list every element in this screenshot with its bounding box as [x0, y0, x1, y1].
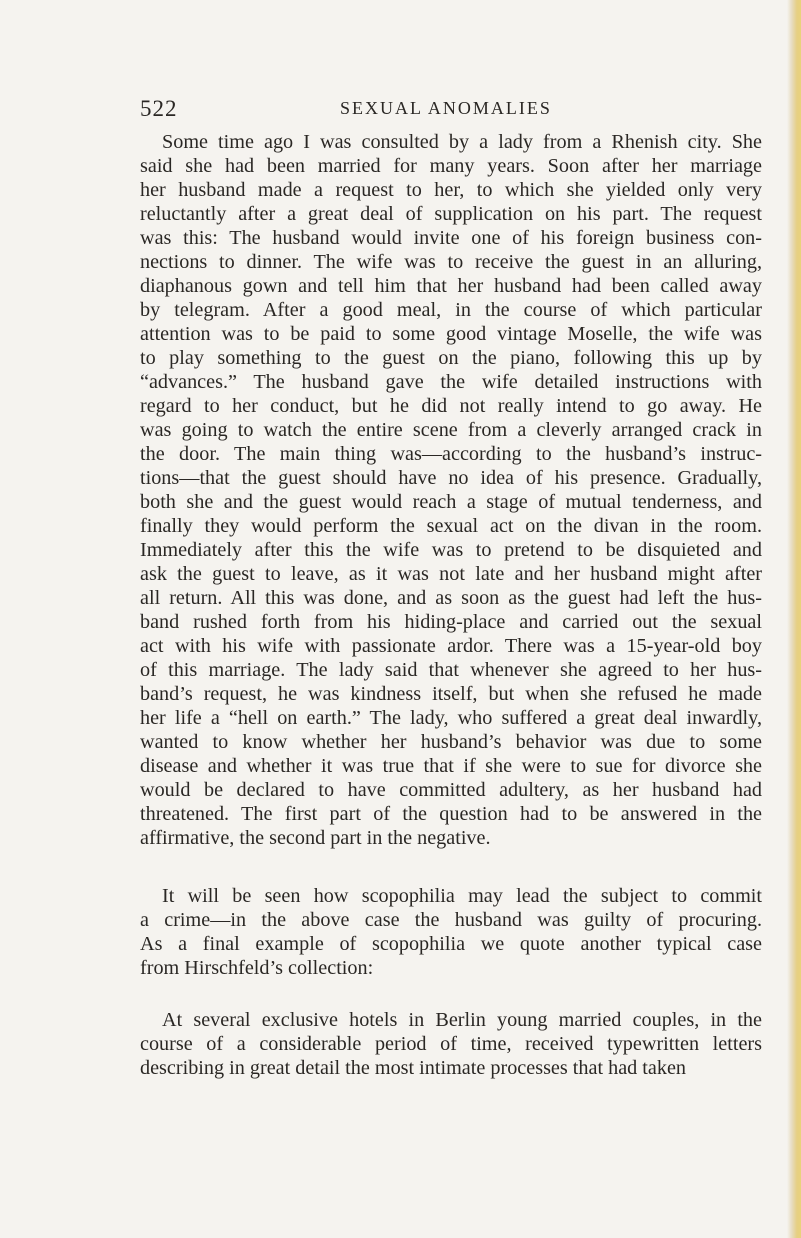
- text-line: act with his wife with passionate ardor. There was a 15-year-old boy: [140, 635, 762, 657]
- text-line: “advances.” The husband gave the wife detailed instructions with: [140, 371, 762, 393]
- text-line: band rushed forth from his hiding-place and carried out the sexual: [140, 611, 762, 633]
- text-line: wanted to know whether her husband’s behavior was due to some: [140, 731, 762, 753]
- paragraph-case-rhenish-lady: [140, 130, 762, 850]
- page-header: [140, 96, 760, 126]
- text-line: Immediately after this the wife was to pretend to be disquieted and: [140, 539, 762, 561]
- text-line: the door. The main thing was—according to the husband’s instruc-: [140, 443, 762, 465]
- text-line: a crime—in the above case the husband was guilty of procuring.: [140, 909, 762, 931]
- text-line: disease and whether it was true that if she were to sue for divorce she: [140, 755, 762, 777]
- text-line: tions—that the guest should have no idea of his presence. Gradually,: [140, 467, 762, 489]
- page-number: 522: [140, 96, 178, 121]
- text-line: said she had been married for many years. Soon after her marriage: [140, 155, 762, 177]
- running-head: SEXUAL ANOMALIES: [340, 98, 552, 118]
- text-line: both she and the guest would reach a stage of mutual tenderness, and: [140, 491, 762, 513]
- text-line: course of a considerable period of time, received typewritten letters: [140, 1033, 762, 1055]
- text-line: It will be seen how scopophilia may lead the subject to commit: [162, 885, 762, 907]
- text-line: Some time ago I was consulted by a lady from a Rhenish city. She: [162, 131, 762, 153]
- paragraph-scopophilia-crime: [140, 884, 762, 980]
- text-line: attention was to be paid to some good vintage Moselle, the wife was: [140, 323, 762, 345]
- text-line: from Hirschfeld’s collection:: [140, 957, 374, 979]
- text-line: As a final example of scopophilia we quote another typical case: [140, 933, 762, 955]
- text-line: reluctantly after a great deal of supplication on his part. The request: [140, 203, 762, 225]
- text-line: was going to watch the entire scene from a cleverly arranged crack in: [140, 419, 762, 441]
- text-line: nections to dinner. The wife was to receive the guest in an alluring,: [140, 251, 762, 273]
- text-line: diaphanous gown and tell him that her husband had been called away: [140, 275, 762, 297]
- text-line: her husband made a request to her, to which she yielded only very: [140, 179, 762, 201]
- text-line: all return. All this was done, and as soon as the guest had left the hus-: [140, 587, 762, 609]
- text-line: was this: The husband would invite one of his foreign business con-: [140, 227, 762, 249]
- text-line: ask the guest to leave, as it was not late and her husband might after: [140, 563, 762, 585]
- text-line: her life a “hell on earth.” The lady, who suffered a great deal inwardly,: [140, 707, 762, 729]
- text-line: would be declared to have committed adultery, as her husband had: [140, 779, 762, 801]
- text-line: to play something to the guest on the piano, following this up by: [140, 347, 762, 369]
- page-edge-shadow: [787, 0, 801, 1238]
- text-line: finally they would perform the sexual act on the divan in the room.: [140, 515, 762, 537]
- paragraph-berlin-hotels: [140, 1008, 762, 1080]
- text-line: describing in great detail the most intimate processes that had taken: [140, 1057, 687, 1079]
- text-line: affirmative, the second part in the negative.: [140, 827, 491, 849]
- text-line: threatened. The first part of the question had to be answered in the: [140, 803, 762, 825]
- text-line: At several exclusive hotels in Berlin young married couples, in the: [162, 1009, 762, 1031]
- text-line: regard to her conduct, but he did not really intend to go away. He: [140, 395, 762, 417]
- text-line: by telegram. After a good meal, in the course of which particular: [140, 299, 762, 321]
- text-line: band’s request, he was kindness itself, but when she refused he made: [140, 683, 762, 705]
- text-line: of this marriage. The lady said that whenever she agreed to her hus-: [140, 659, 762, 681]
